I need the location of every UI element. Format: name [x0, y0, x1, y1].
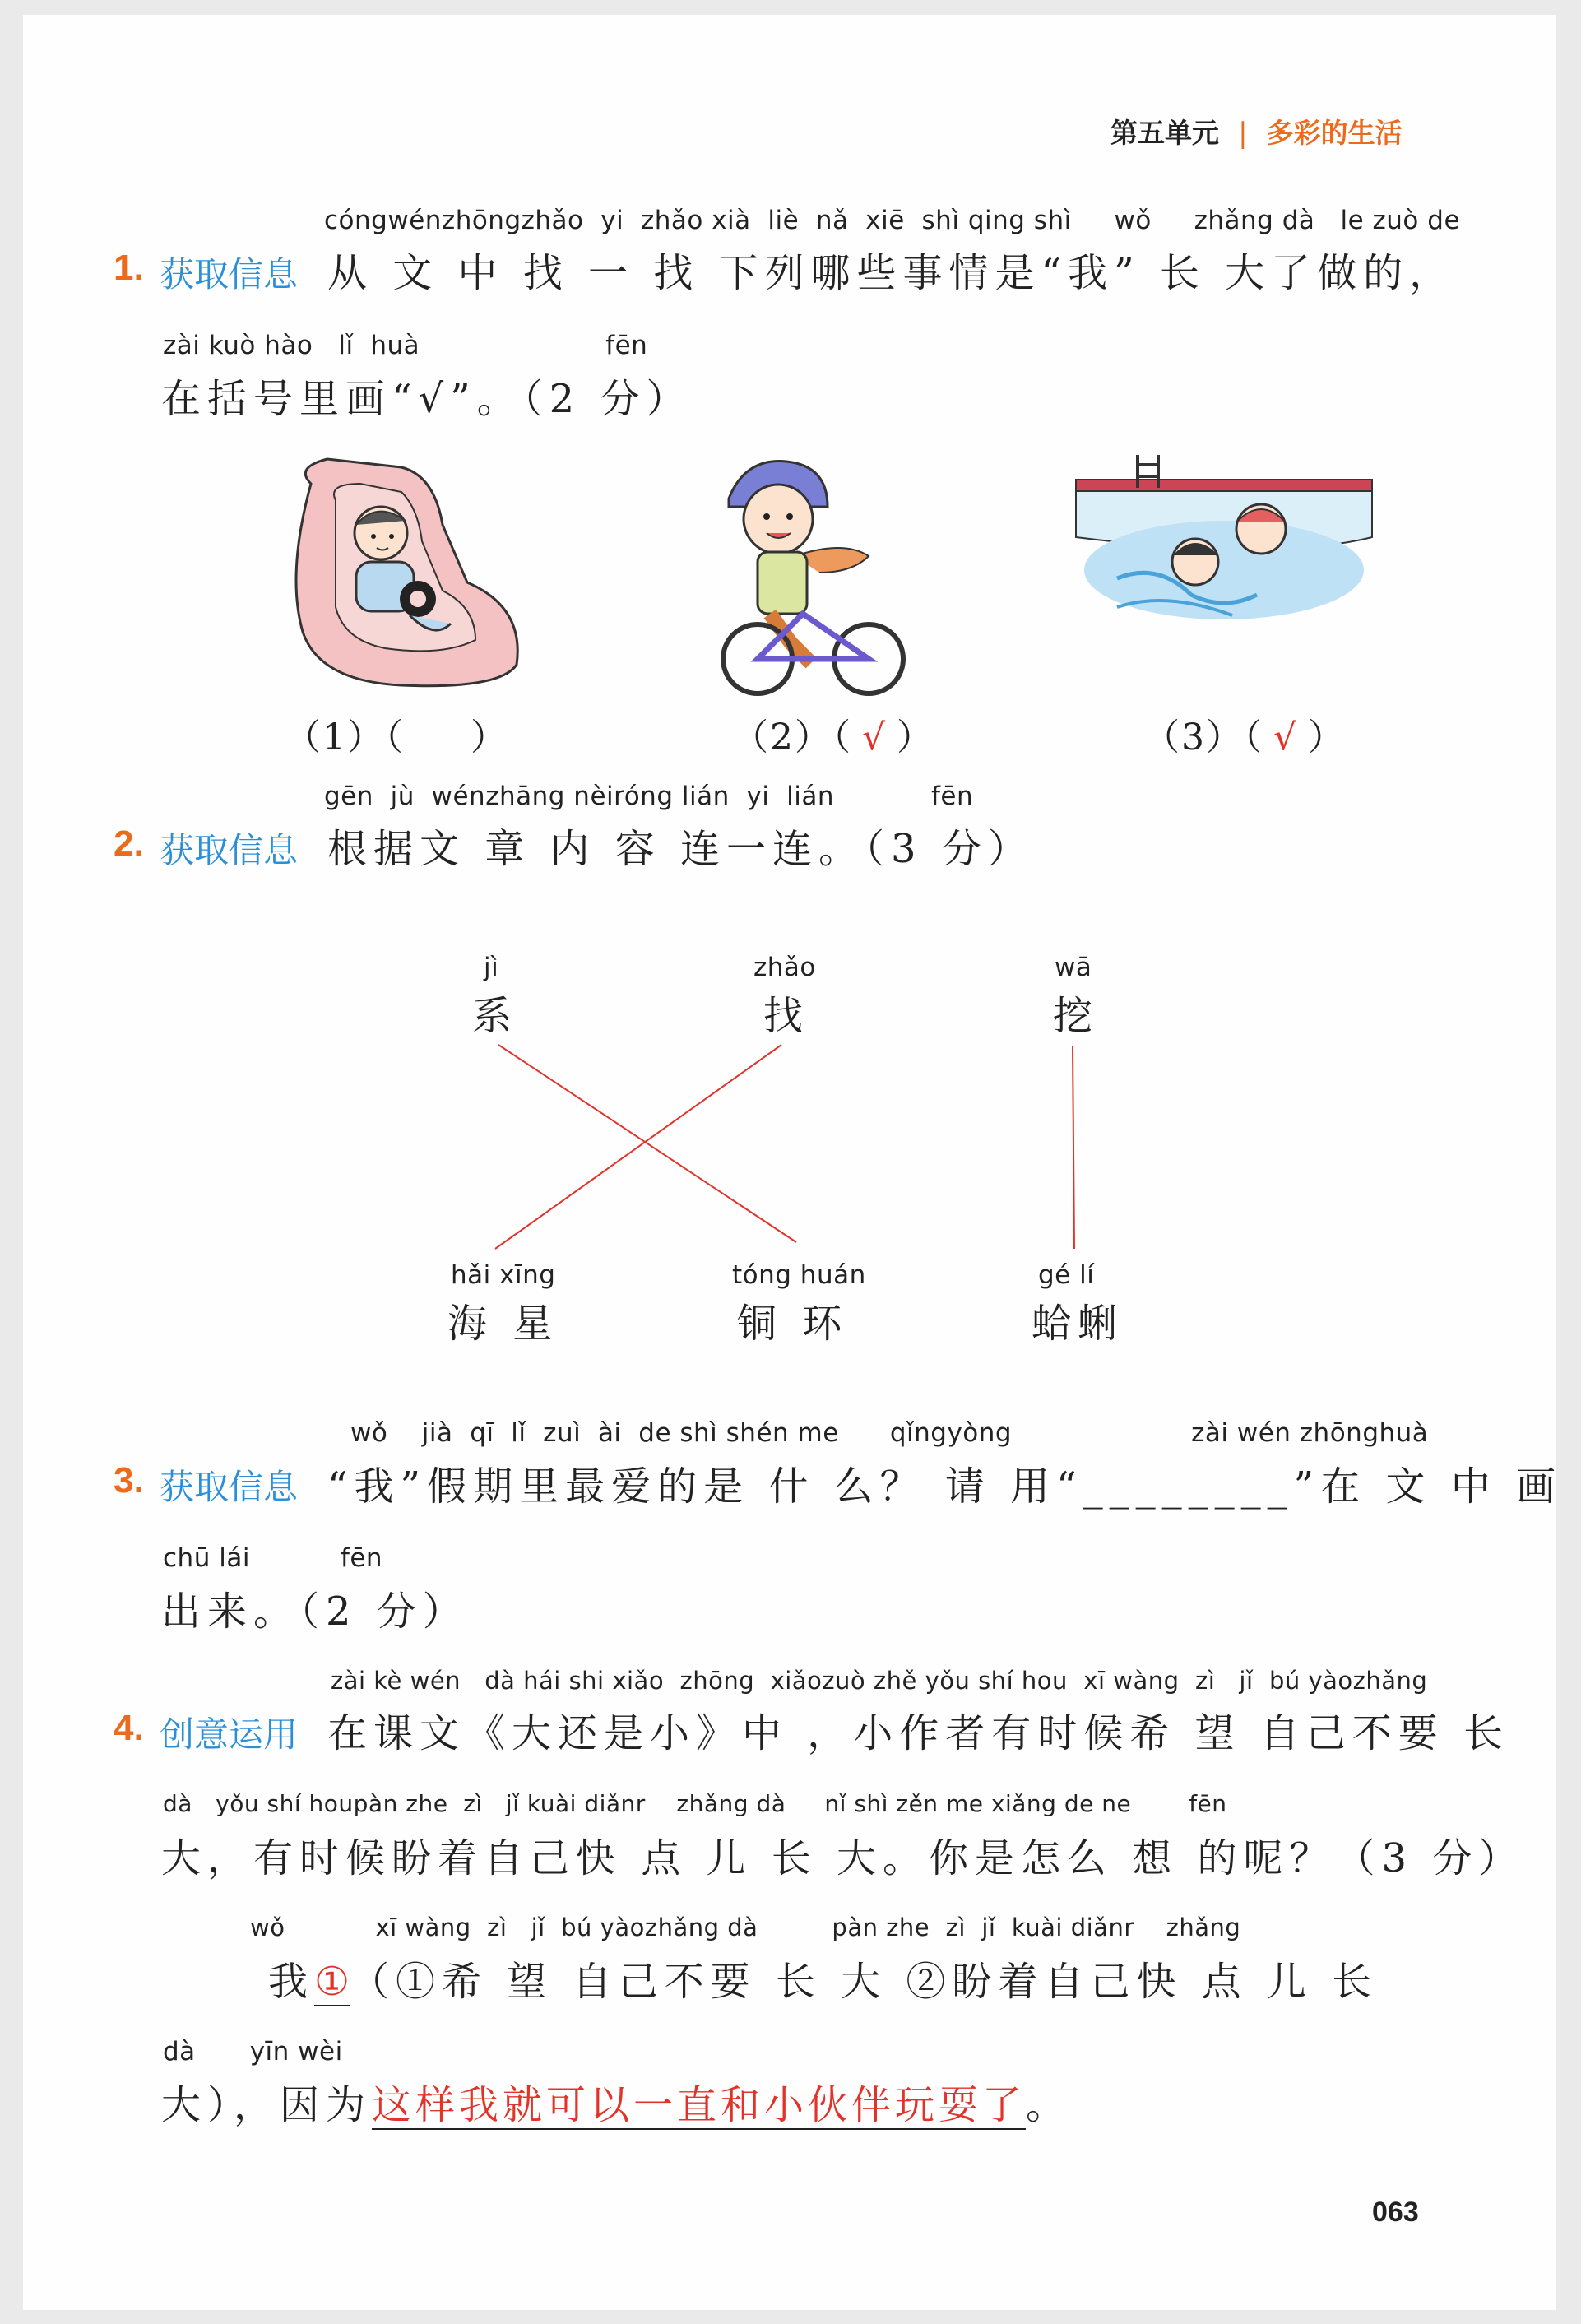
q1-number: 1. [114, 248, 144, 288]
q4-pinyin-line2: dà yǒu shí houpàn zhe zì jǐ kuài diǎnr zhǎng dà nǐ shì zěn me xiǎng de ne fēn [163, 1790, 1227, 1817]
q1-option-3-answer[interactable]: √ [1273, 717, 1299, 758]
q2-number: 2. [114, 823, 144, 864]
q3-pinyin-line2: chū lái fēn [163, 1543, 383, 1573]
unit-topic: 多彩的生活 [1266, 117, 1402, 149]
q3-text-line1: “我”假期里最爱的是 什 么？ 请 用“________”在 文 中 画 [327, 1464, 1562, 1510]
match-top-3[interactable]: 挖 [1053, 993, 1100, 1039]
q1-option-1[interactable]: （1）（ ） [285, 717, 508, 758]
q1-pinyin-line2: zài kuò hào lǐ huà fēn [163, 331, 648, 360]
q1-text-line1: 从 文 中 找 一 找 下列哪些事情是“我” 长 大了做的， [327, 250, 1456, 296]
q2-text: 根据文 章 内 容 连一连。（3 分） [327, 826, 1034, 872]
q4-text-line1: 在课文《大还是小》中 ，小作者有时候希 望 自己不要 长 [327, 1710, 1510, 1756]
match-line-zhao-to-haixing [495, 1045, 781, 1249]
q4-tag: 创意运用 [160, 1714, 299, 1755]
match-bottom-1[interactable]: 海 星 [447, 1301, 559, 1347]
q4-pinyin-line1: zài kè wén dà hái shi xiǎo zhōng xiǎozuò zhě yǒu shí hou xī wàng zì jǐ bú yàozhǎng [331, 1667, 1428, 1695]
q4-text-line4: 大），因为这样我就可以一直和小伙伴玩耍了。 [161, 2082, 1073, 2128]
match-bottom-3-pinyin: gé lí [1038, 1260, 1095, 1290]
q1-tag: 获取信息 [160, 254, 299, 295]
q3-text-line2: 出来。（2 分） [161, 1589, 469, 1635]
match-top-2-pinyin: zhǎo [753, 953, 816, 982]
q4-reason-answer[interactable]: 这样我就可以一直和小伙伴玩耍了 [372, 2082, 1027, 2128]
match-bottom-2[interactable]: 铜 环 [737, 1301, 849, 1347]
unit-title: 第五单元 [1110, 117, 1219, 149]
match-line-wa-to-geli [1073, 1046, 1074, 1249]
q4-pinyin-line3: wǒ xī wàng zì jǐ bú yàozhǎng dà pàn zhe zì jǐ kuài diǎnr zhǎng [250, 1913, 1241, 1941]
q4-number: 4. [114, 1708, 144, 1748]
q1-text-line2: 在括号里画“√”。（2 分） [161, 376, 693, 422]
match-bottom-3[interactable]: 蛤蜊 [1032, 1301, 1124, 1347]
q4-pinyin-line4: dà yīn wèi [163, 2037, 343, 2067]
q4-choice-answer[interactable]: ① [314, 1959, 350, 2005]
page-number: 063 [1372, 2196, 1419, 2228]
q2-tag: 获取信息 [160, 830, 299, 870]
match-bottom-2-pinyin: tóng huán [732, 1260, 866, 1290]
match-bottom-1-pinyin: hǎi xīng [451, 1260, 556, 1290]
q3-tag: 获取信息 [160, 1467, 299, 1507]
q4-text-line2: 大，有时候盼着自己快 点 儿 长 大。你是怎么 想 的呢？（3 分） [161, 1835, 1525, 1881]
q4-text-line3: 我①（①希 望 自己不要 长 大 ②盼着自己快 点 儿 长 [268, 1959, 1379, 2005]
q2-pinyin: gēn jù wénzhāng nèiróng lián yi lián fēn [324, 782, 974, 811]
q1-option-2[interactable]: （2）（ √ ） [732, 717, 934, 758]
q1-option-2-answer[interactable]: √ [861, 717, 888, 758]
match-top-1-pinyin: jì [484, 953, 499, 982]
header-separator: | [1238, 117, 1248, 150]
q3-pinyin-line1: wǒ jià qī lǐ zuì ài de shì shén me qǐngyòng zài wén zhōnghuà [350, 1418, 1429, 1448]
match-line-xi-to-tonghuan [498, 1045, 796, 1242]
workbook-page [23, 15, 1562, 2310]
match-top-3-pinyin: wā [1055, 953, 1092, 982]
q3-number: 3. [114, 1460, 144, 1501]
q1-option-3[interactable]: （3）（ √ ） [1143, 717, 1346, 758]
match-top-2[interactable]: 找 [763, 993, 810, 1039]
match-top-1[interactable]: 系 [472, 993, 519, 1039]
q1-pinyin-line1: cóngwénzhōngzhǎo yi zhǎo xià liè nǎ xiē shì qing shì wǒ zhǎng dà le zuò de [324, 206, 1461, 235]
